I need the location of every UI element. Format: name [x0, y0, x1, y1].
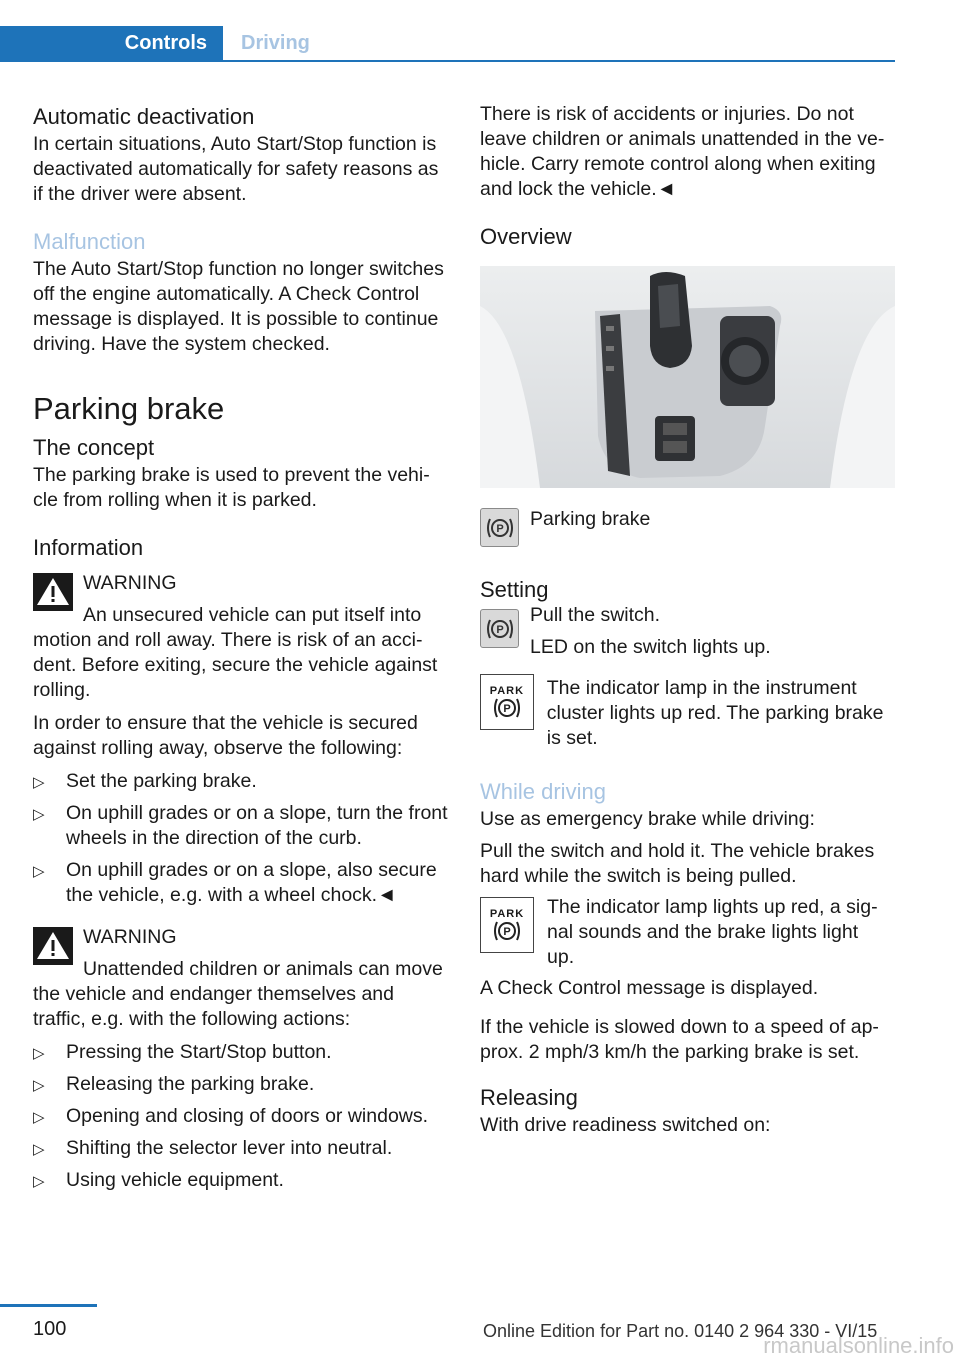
setting-led-text: LED on the switch lights up.: [530, 636, 771, 658]
list-item: ▷ Pressing the Start/Stop button.: [33, 1040, 448, 1072]
center-console-photo: [480, 266, 895, 488]
watermark: rmanualsonline.info: [763, 1333, 954, 1358]
indicator-text-1: The indicator lamp in the instrument cluster lights up red. The parking brake is set.: [546, 677, 884, 749]
bullet-triangle-icon: ▷: [33, 1109, 45, 1126]
svg-text:P: P: [503, 703, 511, 715]
page-number: 100: [33, 1318, 67, 1340]
precaution-list: [33, 769, 448, 915]
parking-brake-switch-icon: [480, 609, 519, 648]
heading-information: Information: [33, 535, 144, 560]
heading-automatic-deactivation: Automatic deactivation: [33, 104, 255, 129]
list-item: ▷ Using vehicle equipment.: [33, 1168, 448, 1200]
park-icon-label: PARK: [489, 908, 525, 920]
warning-text-2: Unattended children or animals can move the vehicle and endanger themselves and traffic, e.g. with the following actions:: [33, 958, 443, 1030]
header-bar: [0, 0, 895, 62]
heading-while-driving: While driving: [480, 779, 606, 804]
concept-text: The parking brake is used to prevent the vehi‐ cle from rolling when it is parked.: [33, 464, 430, 511]
svg-text:P: P: [503, 926, 511, 938]
list-item: ▷ On uphill grades or on a slope, also secure the vehicle, e.g. with a wheel chock.◄: [33, 859, 437, 906]
setting-pull-text: Pull the switch.: [530, 604, 661, 626]
warning-triangle-icon: [33, 927, 73, 965]
park-icon-label: PARK: [489, 685, 525, 697]
actions-list: [33, 1040, 448, 1200]
while-text-1: Use as emergency brake while driving:: [480, 808, 815, 830]
releasing-text: With drive readiness switched on:: [480, 1114, 771, 1136]
park-indicator-icon: [480, 674, 534, 730]
bullet-triangle-icon: ▷: [33, 1077, 45, 1094]
indicator-row-2: [480, 897, 895, 970]
right-column: [480, 102, 895, 1138]
heading-malfunction: Malfunction: [33, 229, 146, 254]
check-control-text: A Check Control message is displayed.: [480, 977, 819, 999]
svg-text:P: P: [495, 522, 504, 535]
bullet-triangle-icon: ▷: [33, 1045, 45, 1062]
warning-block-1: [33, 571, 448, 703]
park-indicator-icon: [480, 897, 534, 953]
section-title-parking-brake: Parking brake: [33, 391, 225, 426]
ensure-text: In order to ensure that the vehicle is secured against rolling away, observe the following:: [33, 712, 418, 759]
heading-releasing: Releasing: [480, 1085, 578, 1110]
list-item: ▷ Releasing the parking brake.: [33, 1072, 448, 1104]
parking-brake-switch-icon: [480, 508, 519, 547]
malfunction-text: The Auto Start/Stop function no longer switches off the engine automatically. A Check Control message is displayed. It is possible to continue driving. Have the system checked.: [33, 258, 444, 355]
parking-brake-label: Parking brake: [530, 508, 651, 530]
indicator-row-1: [480, 674, 895, 751]
heading-concept: The concept: [33, 435, 155, 460]
warning-triangle-icon: [33, 573, 73, 611]
header-divider: [0, 60, 895, 62]
warning-label-2: WARNING: [83, 926, 177, 948]
svg-text:P: P: [495, 623, 504, 636]
slowed-text: If the vehicle is slowed down to a speed of ap‐ prox. 2 mph/3 km/h the parking brake is set.: [480, 1016, 879, 1063]
parking-brake-legend: [480, 508, 895, 547]
warning-text-1: An unsecured vehicle can put itself into motion and roll away. There is risk of an acci‐ dent. Before exiting, secure the vehicle against rolling.: [33, 604, 438, 701]
while-text-2: Pull the switch and hold it. The vehicle brakes hard while the switch is being pulled.: [480, 840, 875, 887]
bullet-triangle-icon: ▷: [33, 863, 45, 880]
tab-controls[interactable]: Controls: [0, 26, 223, 60]
list-item: ▷ Set the parking brake.: [33, 769, 448, 801]
warning-block-2: [33, 925, 448, 1032]
list-item: ▷ Shifting the selector lever into neutral.: [33, 1136, 448, 1168]
risk-text: There is risk of accidents or injuries. Do not leave children or animals unattended in the ve‐ hicle. Carry remote control along when exiting and lock the vehicle.◄: [480, 103, 885, 200]
footer-divider: [0, 1304, 97, 1307]
heading-setting: Setting: [480, 577, 549, 602]
left-column: [33, 102, 448, 1200]
tab-driving[interactable]: Driving: [241, 31, 310, 54]
list-item: ▷ On uphill grades or on a slope, turn the front wheels in the direction of the curb.: [33, 802, 448, 849]
setting-row: [480, 604, 895, 660]
heading-overview: Overview: [480, 224, 572, 249]
bullet-triangle-icon: ▷: [33, 806, 45, 823]
bullet-triangle-icon: ▷: [33, 774, 45, 791]
auto-deactivation-text: In certain situations, Auto Start/Stop function is deactivated automatically for safety reasons as if the driver were absent.: [33, 133, 439, 205]
list-item: ▷ Opening and closing of doors or windows.: [33, 1104, 448, 1136]
edition-text: Online Edition for Part no. 0140 2 964 330 - VI/15: [483, 1321, 878, 1341]
indicator-text-2: The indicator lamp lights up red, a sig‐ nal sounds and the brake lights light up.: [547, 896, 878, 968]
warning-label-1: WARNING: [83, 572, 177, 594]
bullet-triangle-icon: ▷: [33, 1141, 45, 1158]
bullet-triangle-icon: ▷: [33, 1173, 45, 1190]
